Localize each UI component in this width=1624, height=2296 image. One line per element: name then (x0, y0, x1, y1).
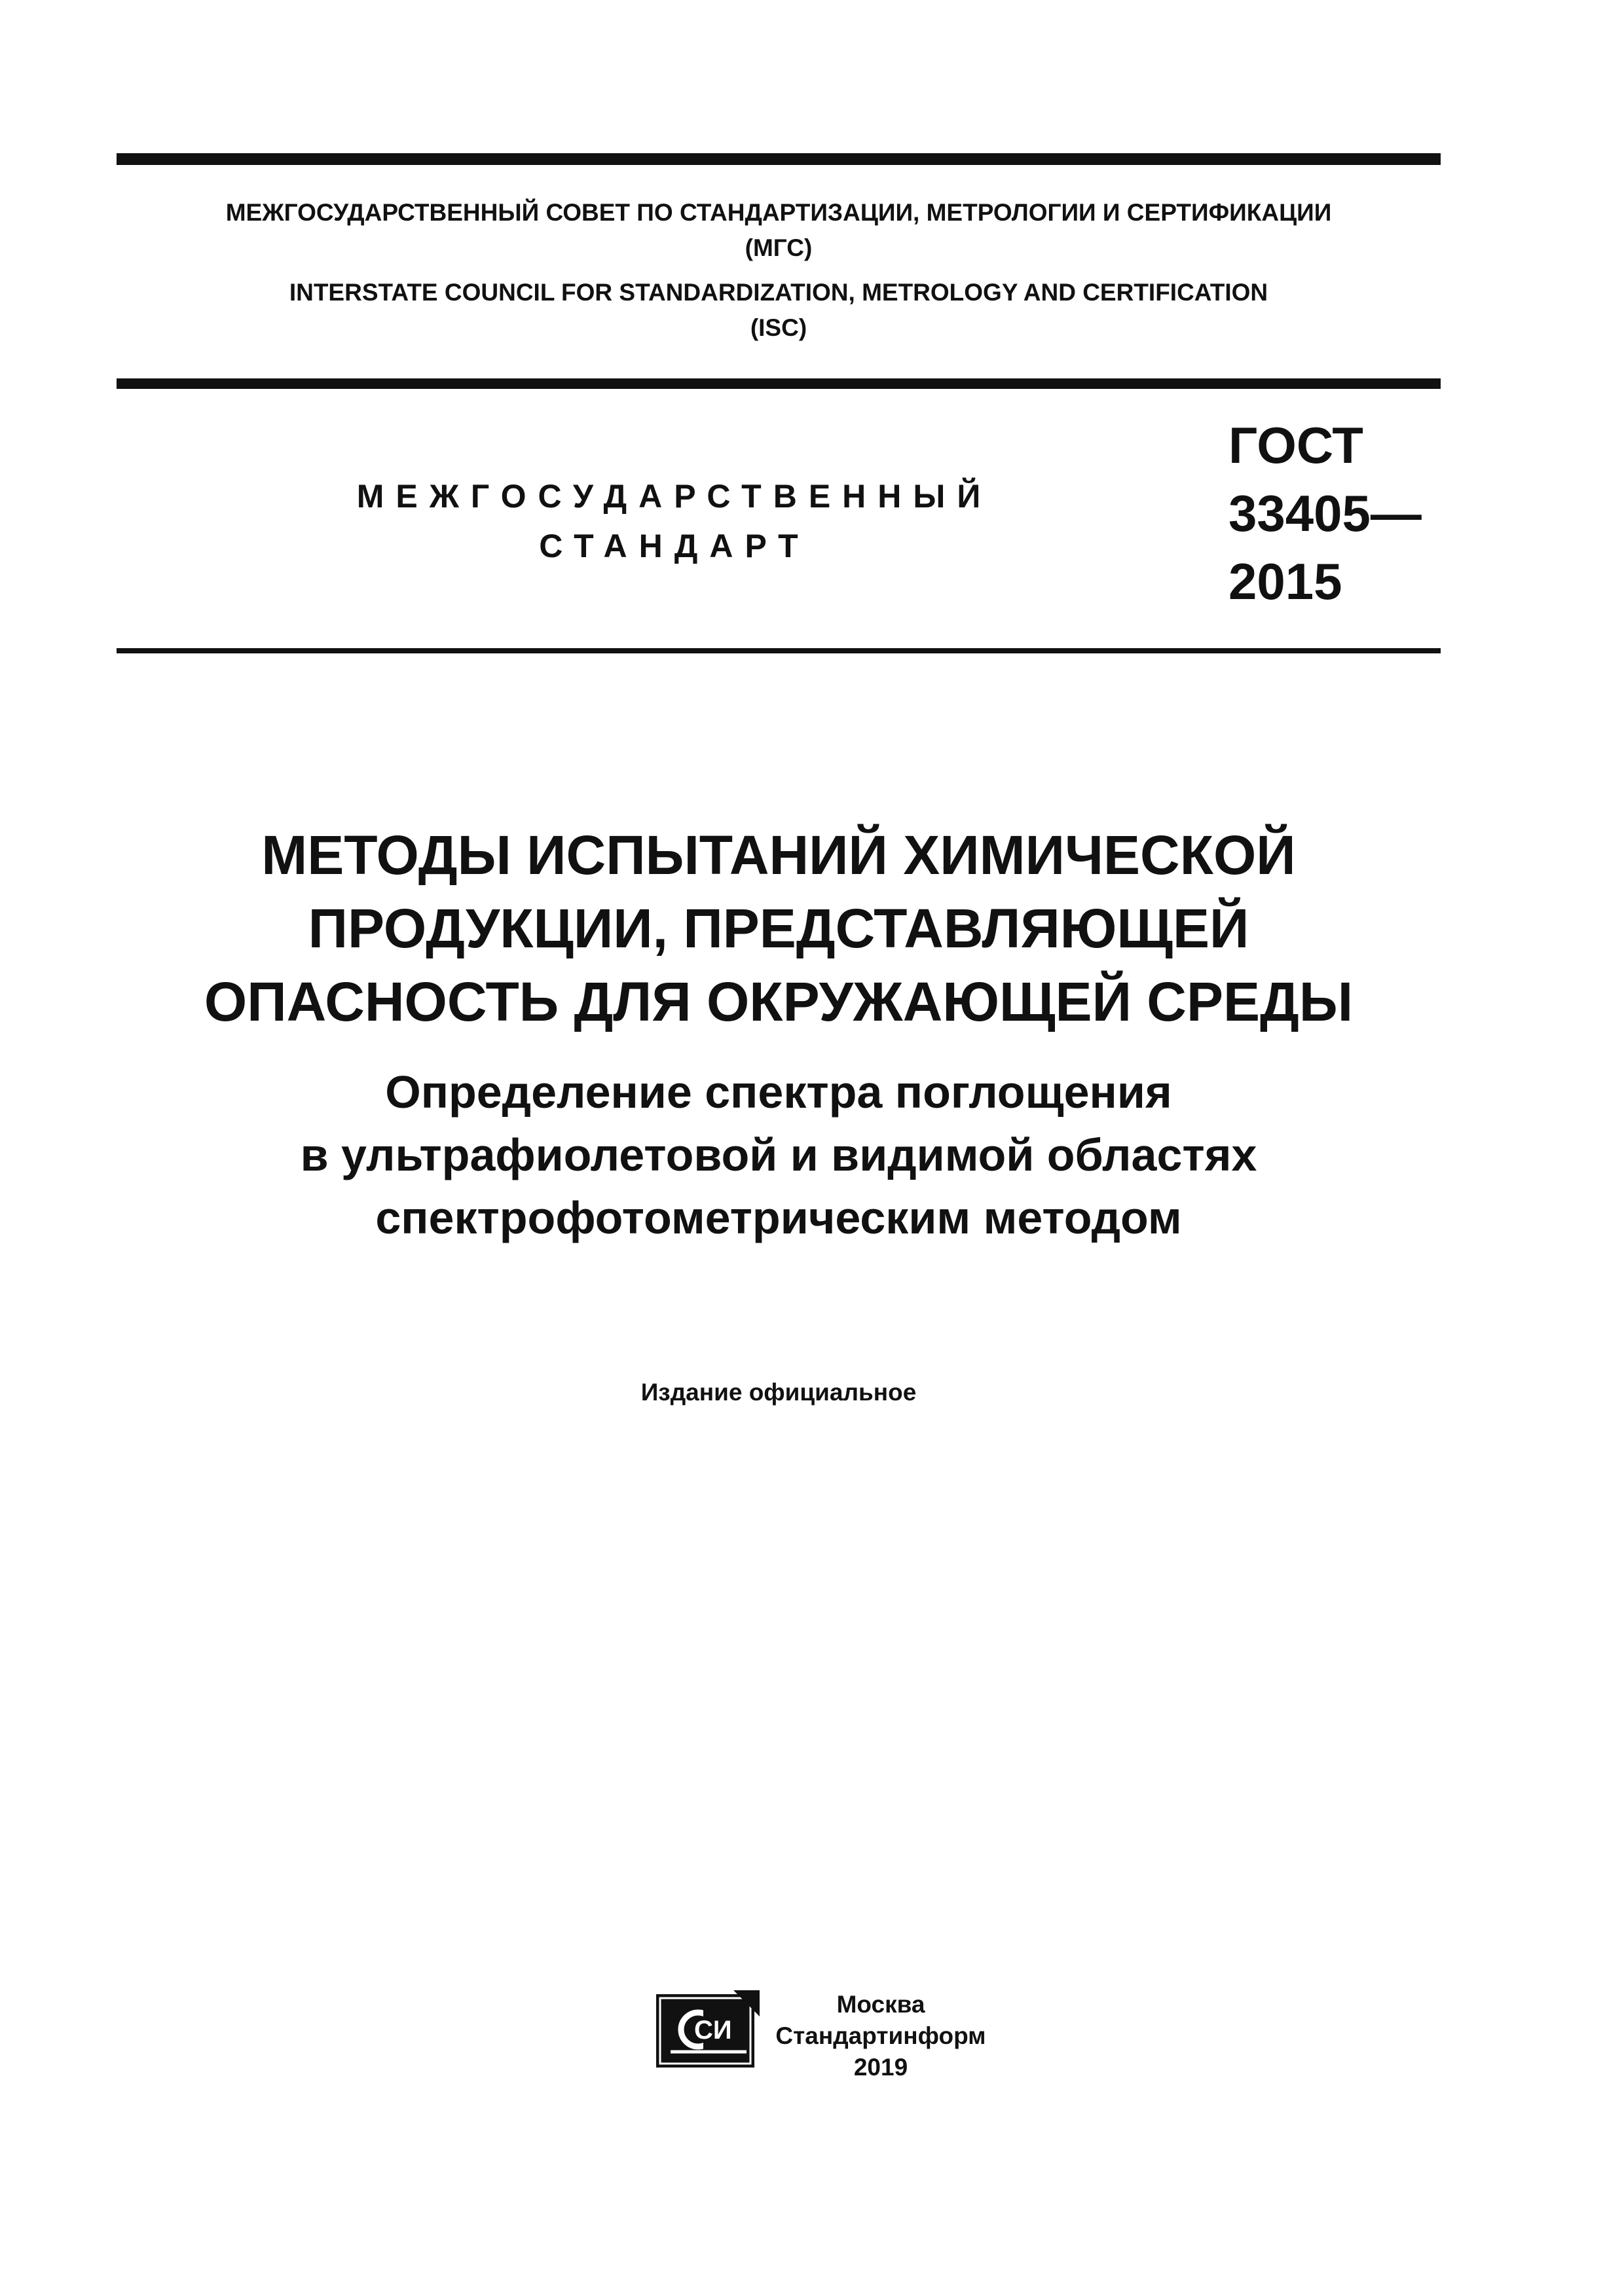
council-abbr-en: (ISC) (750, 314, 807, 341)
gost-year: 2015 (1228, 553, 1342, 610)
top-rule (117, 153, 1441, 165)
publisher-city: Москва (836, 1991, 925, 2018)
subtitle-line: в ультрафиолетовой и видимой областях (300, 1129, 1257, 1180)
council-name-ru-line: МЕЖГОСУДАРСТВЕННЫЙ СОВЕТ ПО СТАНДАРТИЗАЦИИ, МЕТРОЛОГИИ И СЕРТИФИКАЦИИ (225, 199, 1332, 226)
logo-text: СИ (694, 2016, 732, 2045)
title-line: ОПАСНОСТЬ ДЛЯ ОКРУЖАЮЩЕЙ СРЕДЫ (204, 971, 1354, 1032)
standard-kind-line2: СТАНДАРТ (539, 528, 810, 564)
standartinform-logo-icon (655, 1990, 760, 2069)
council-abbr-ru: (МГС) (745, 234, 813, 261)
title-line: ПРОДУКЦИИ, ПРЕДСТАВЛЯЮЩЕЙ (308, 898, 1249, 959)
council-name-en-line: INTERSTATE COUNCIL FOR STANDARDIZATION, METROLOGY AND CERTIFICATION (289, 279, 1268, 306)
edition-label: Издание официальное (640, 1379, 917, 1406)
middle-rule (117, 378, 1441, 389)
publisher-year: 2019 (853, 2054, 908, 2081)
publisher-block (773, 1989, 989, 2083)
title-line: МЕТОДЫ ИСПЫТАНИЙ ХИМИЧЕСКОЙ (261, 824, 1296, 886)
gost-label: ГОСТ (1228, 416, 1363, 474)
document-subtitle (117, 1061, 1441, 1249)
council-name-ru (117, 195, 1441, 266)
standard-kind-line1: МЕЖГОСУДАРСТВЕННЫЙ (356, 478, 993, 515)
gost-designation (1228, 411, 1441, 615)
publisher-name: Стандартинформ (775, 2022, 986, 2049)
bottom-rule (117, 648, 1441, 653)
gost-number: 33405— (1228, 484, 1422, 542)
subtitle-line: Определение спектра поглощения (385, 1066, 1172, 1118)
document-title (117, 818, 1441, 1038)
subtitle-line: спектрофотометрическим методом (375, 1192, 1182, 1243)
council-name-en (117, 275, 1441, 346)
